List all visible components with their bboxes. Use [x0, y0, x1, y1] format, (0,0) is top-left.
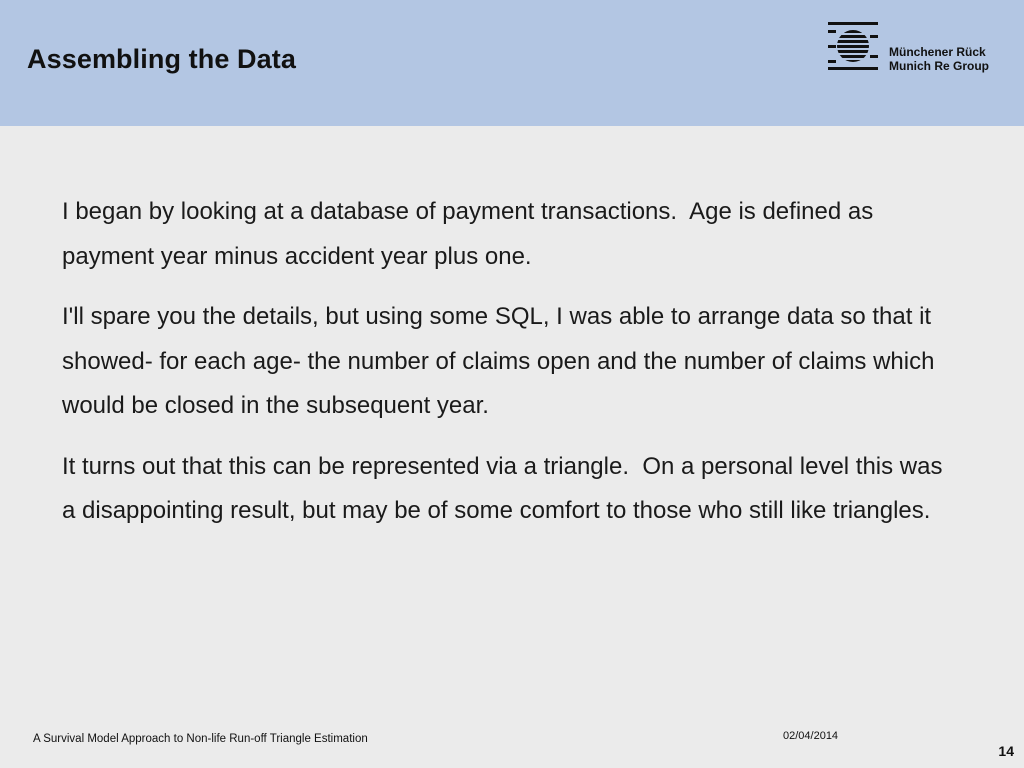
footer-date: 02/04/2014	[783, 730, 839, 742]
body-paragraph-3: It turns out that this can be represented via a triangle. On a personal level this was a disappointing result, but may be of some comfort to those who still like triangles.	[62, 452, 950, 524]
header-bar	[0, 0, 1024, 126]
brand-line-2: Munich Re Group	[889, 59, 989, 73]
slide-body	[62, 190, 952, 550]
body-paragraph-1: I began by looking at a database of payment transactions. Age is defined as payment year minus accident year plus one.	[62, 198, 880, 270]
footer-presentation-title: A Survival Model Approach to Non-life Run-off Triangle Estimation	[33, 733, 368, 745]
page-title: Assembling the Data	[27, 44, 296, 74]
brand-line-1: Münchener Rück	[889, 45, 986, 59]
body-paragraph-2: I'll spare you the details, but using some SQL, I was able to arrange data so that it showed- for each age- the number of claims open and the number of claims which would be closed in the subsequent year.	[62, 303, 942, 419]
page-number: 14	[998, 743, 1014, 759]
brand-name	[889, 45, 989, 73]
munich-re-logo-icon	[828, 21, 878, 71]
